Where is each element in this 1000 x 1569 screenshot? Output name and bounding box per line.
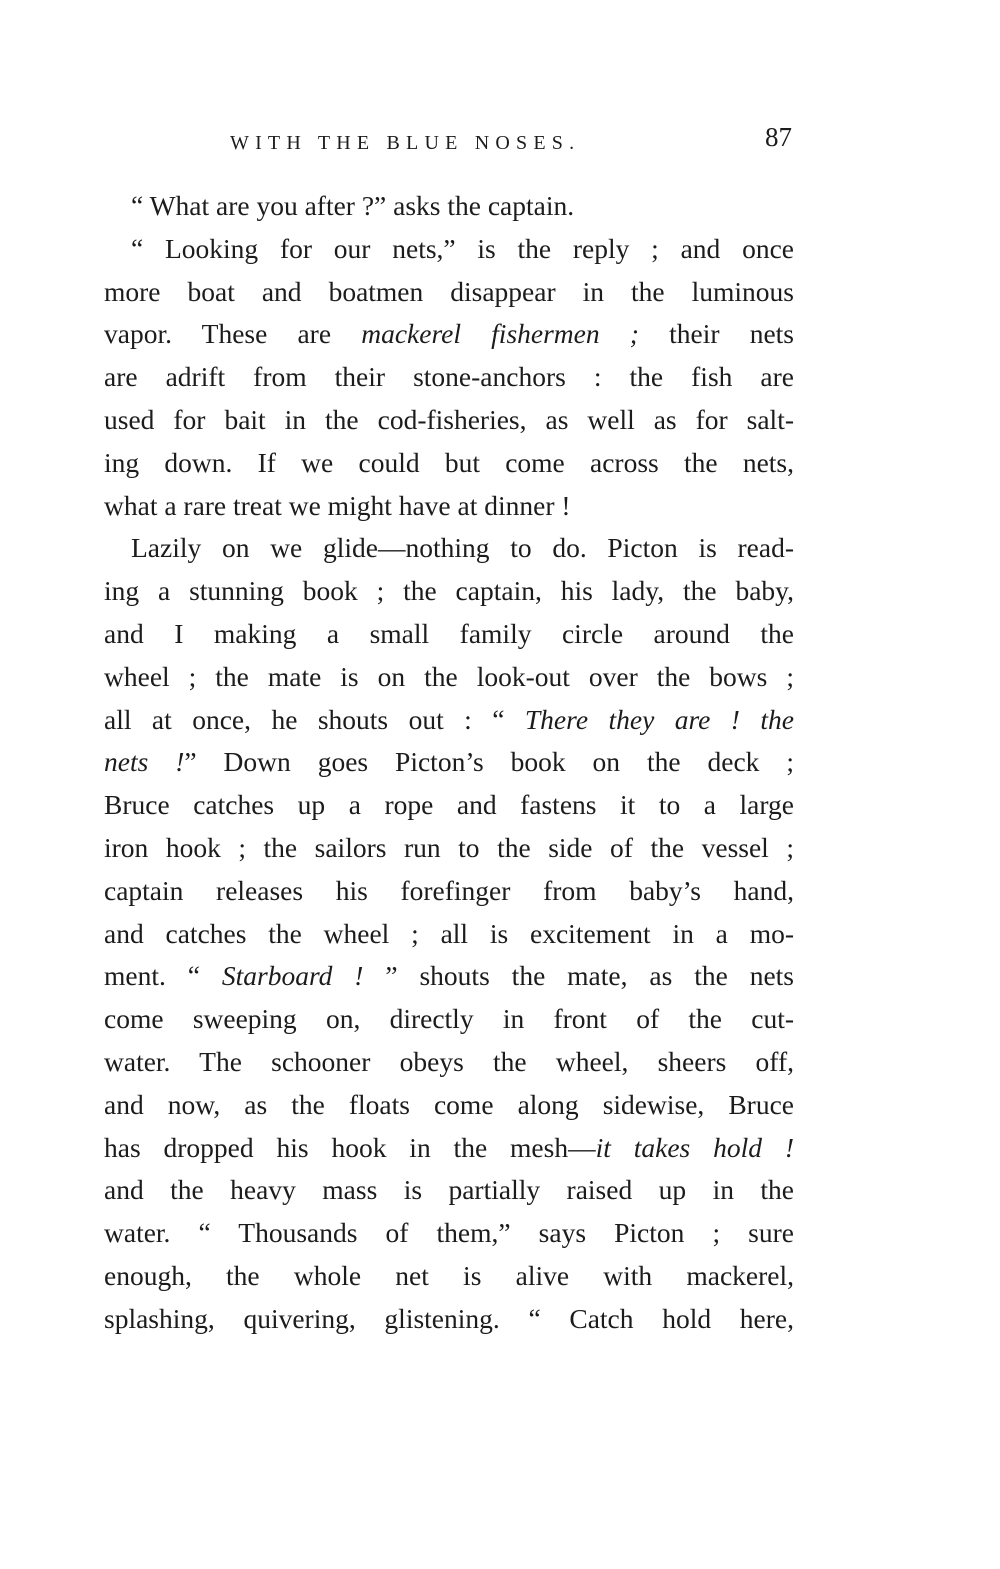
text-line: enough, the whole net is alive with mackerel,: [104, 1259, 794, 1291]
page-number: 87: [765, 122, 792, 152]
text-line: more boat and boatmen disappear in the luminous: [104, 275, 794, 307]
text-line: “ What are you after ?” asks the captain.: [131, 190, 575, 221]
text-line: all at once, he shouts out : “ There they are ! the: [104, 703, 794, 735]
running-title: WITH THE BLUE NOSES.: [230, 132, 581, 154]
text-line: wheel ; the mate is on the look-out over the bows ;: [104, 660, 794, 692]
text-line: used for bait in the cod-fisheries, as well as for salt-: [104, 403, 794, 435]
text-line: nets !” Down goes Picton’s book on the deck ;: [104, 746, 794, 778]
italic-text: There they are ! the: [524, 703, 794, 735]
italic-text: mackerel fishermen ;: [361, 318, 639, 350]
text-line: ing down. If we could but come across the nets,: [104, 446, 794, 478]
text-line: Lazily on we glide—nothing to do. Picton is read-: [131, 532, 794, 564]
text-line: has dropped his hook in the mesh—it takes hold !: [104, 1131, 794, 1163]
text-line: ment. “ Starboard ! ” shouts the mate, as the nets: [104, 960, 794, 992]
text-line: come sweeping on, directly in front of the cut-: [104, 1003, 794, 1035]
body-text: [104, 185, 794, 1341]
text-line: and now, as the floats come along sidewise, Bruce: [104, 1088, 794, 1120]
text-line: water. “ Thousands of them,” says Picton ; sure: [104, 1217, 794, 1249]
text-line: vapor. These are mackerel fishermen ; their nets: [104, 318, 794, 350]
italic-text: Starboard !: [221, 960, 364, 992]
text-line: ing a stunning book ; the captain, his lady, the baby,: [104, 575, 794, 607]
text-line: iron hook ; the sailors run to the side of the vessel ;: [104, 831, 794, 863]
text-line: captain releases his forefinger from baby’s hand,: [104, 874, 794, 906]
text-line: splashing, quivering, glistening. “ Catch hold here,: [104, 1302, 794, 1334]
text-line: what a rare treat we might have at dinner !: [104, 489, 571, 521]
text-line: and catches the wheel ; all is excitement in a mo-: [104, 917, 794, 949]
text-line: “ Looking for our nets,” is the reply ; and once: [131, 232, 794, 264]
text-line: are adrift from their stone-anchors : the fish are: [104, 361, 794, 393]
text-line: water. The schooner obeys the wheel, sheers off,: [104, 1045, 794, 1077]
text-line: and the heavy mass is partially raised up in the: [104, 1174, 794, 1206]
text-line: and I making a small family circle around the: [104, 617, 794, 649]
text-line: Bruce catches up a rope and fastens it to a large: [104, 789, 794, 821]
page-header: [104, 122, 794, 166]
italic-text: it takes hold !: [595, 1131, 794, 1163]
italic-text: nets !: [104, 746, 185, 778]
